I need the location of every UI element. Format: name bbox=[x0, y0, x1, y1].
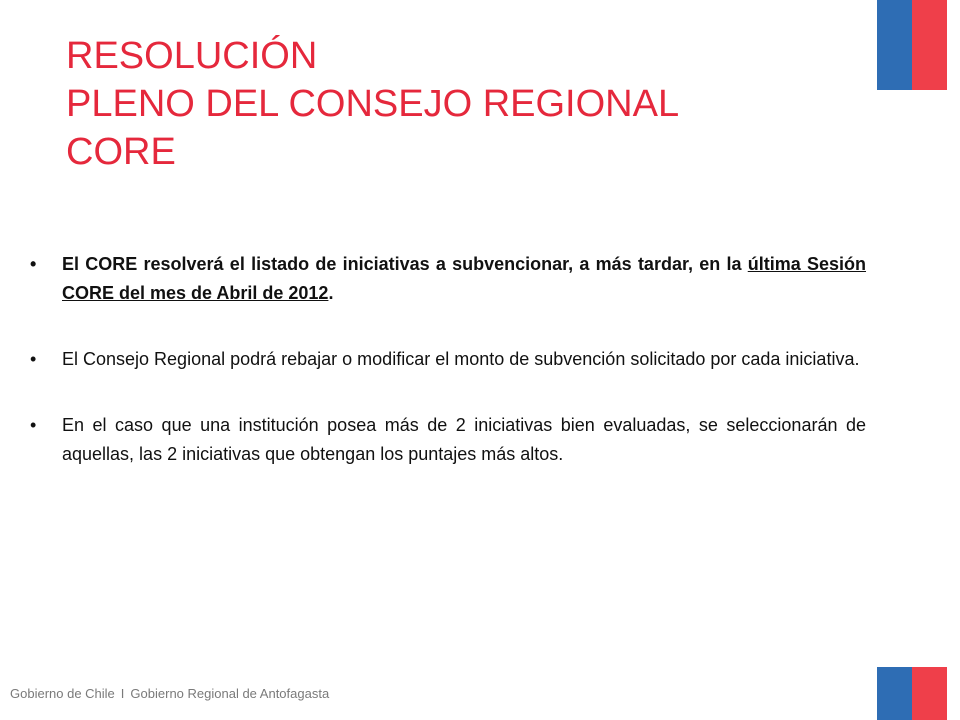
flag-red-stripe bbox=[912, 0, 947, 90]
bullet-icon: • bbox=[30, 254, 37, 274]
bullet-item-institucion bbox=[30, 411, 866, 469]
chile-flag-logo-bottom bbox=[877, 667, 947, 720]
footer-gobierno-regional: Gobierno Regional de Antofagasta bbox=[130, 686, 330, 701]
bullet-text: El Consejo Regional podrá rebajar o modificar el monto de subvención solicitado por cada iniciativa. bbox=[62, 349, 860, 369]
bullet-text-underlined: última Sesión CORE del mes de Abril de 2012 bbox=[62, 254, 867, 303]
bullet-item-consejo-rebajar bbox=[30, 345, 866, 374]
bullet-text-pre: El CORE resolverá el listado de iniciativas a subvencionar, a más tardar, en la bbox=[62, 254, 748, 274]
flag-blue-stripe bbox=[877, 667, 912, 720]
footer bbox=[10, 686, 329, 701]
title-line-2: PLENO DEL CONSEJO REGIONAL bbox=[66, 83, 680, 125]
footer-separator: I bbox=[120, 686, 125, 701]
bullet-item-core-deadline bbox=[30, 250, 866, 308]
slide-title bbox=[66, 32, 679, 176]
bullet-icon: • bbox=[30, 415, 37, 435]
flag-red-stripe bbox=[912, 667, 947, 720]
footer-gobierno-chile: Gobierno de Chile bbox=[10, 686, 115, 701]
bullet-list bbox=[30, 250, 866, 506]
chile-flag-logo-top bbox=[877, 0, 947, 90]
bullet-text: En el caso que una institución posea más de 2 iniciativas bien evaluadas, se seleccionarán de aquellas, las 2 iniciativas que obtengan los puntajes más altos. bbox=[62, 415, 866, 464]
title-line-3: CORE bbox=[66, 131, 176, 173]
bullet-icon: • bbox=[30, 349, 37, 369]
flag-blue-stripe bbox=[877, 0, 912, 90]
title-line-1: RESOLUCIÓN bbox=[66, 35, 318, 77]
bullet-text-post: . bbox=[328, 283, 334, 303]
